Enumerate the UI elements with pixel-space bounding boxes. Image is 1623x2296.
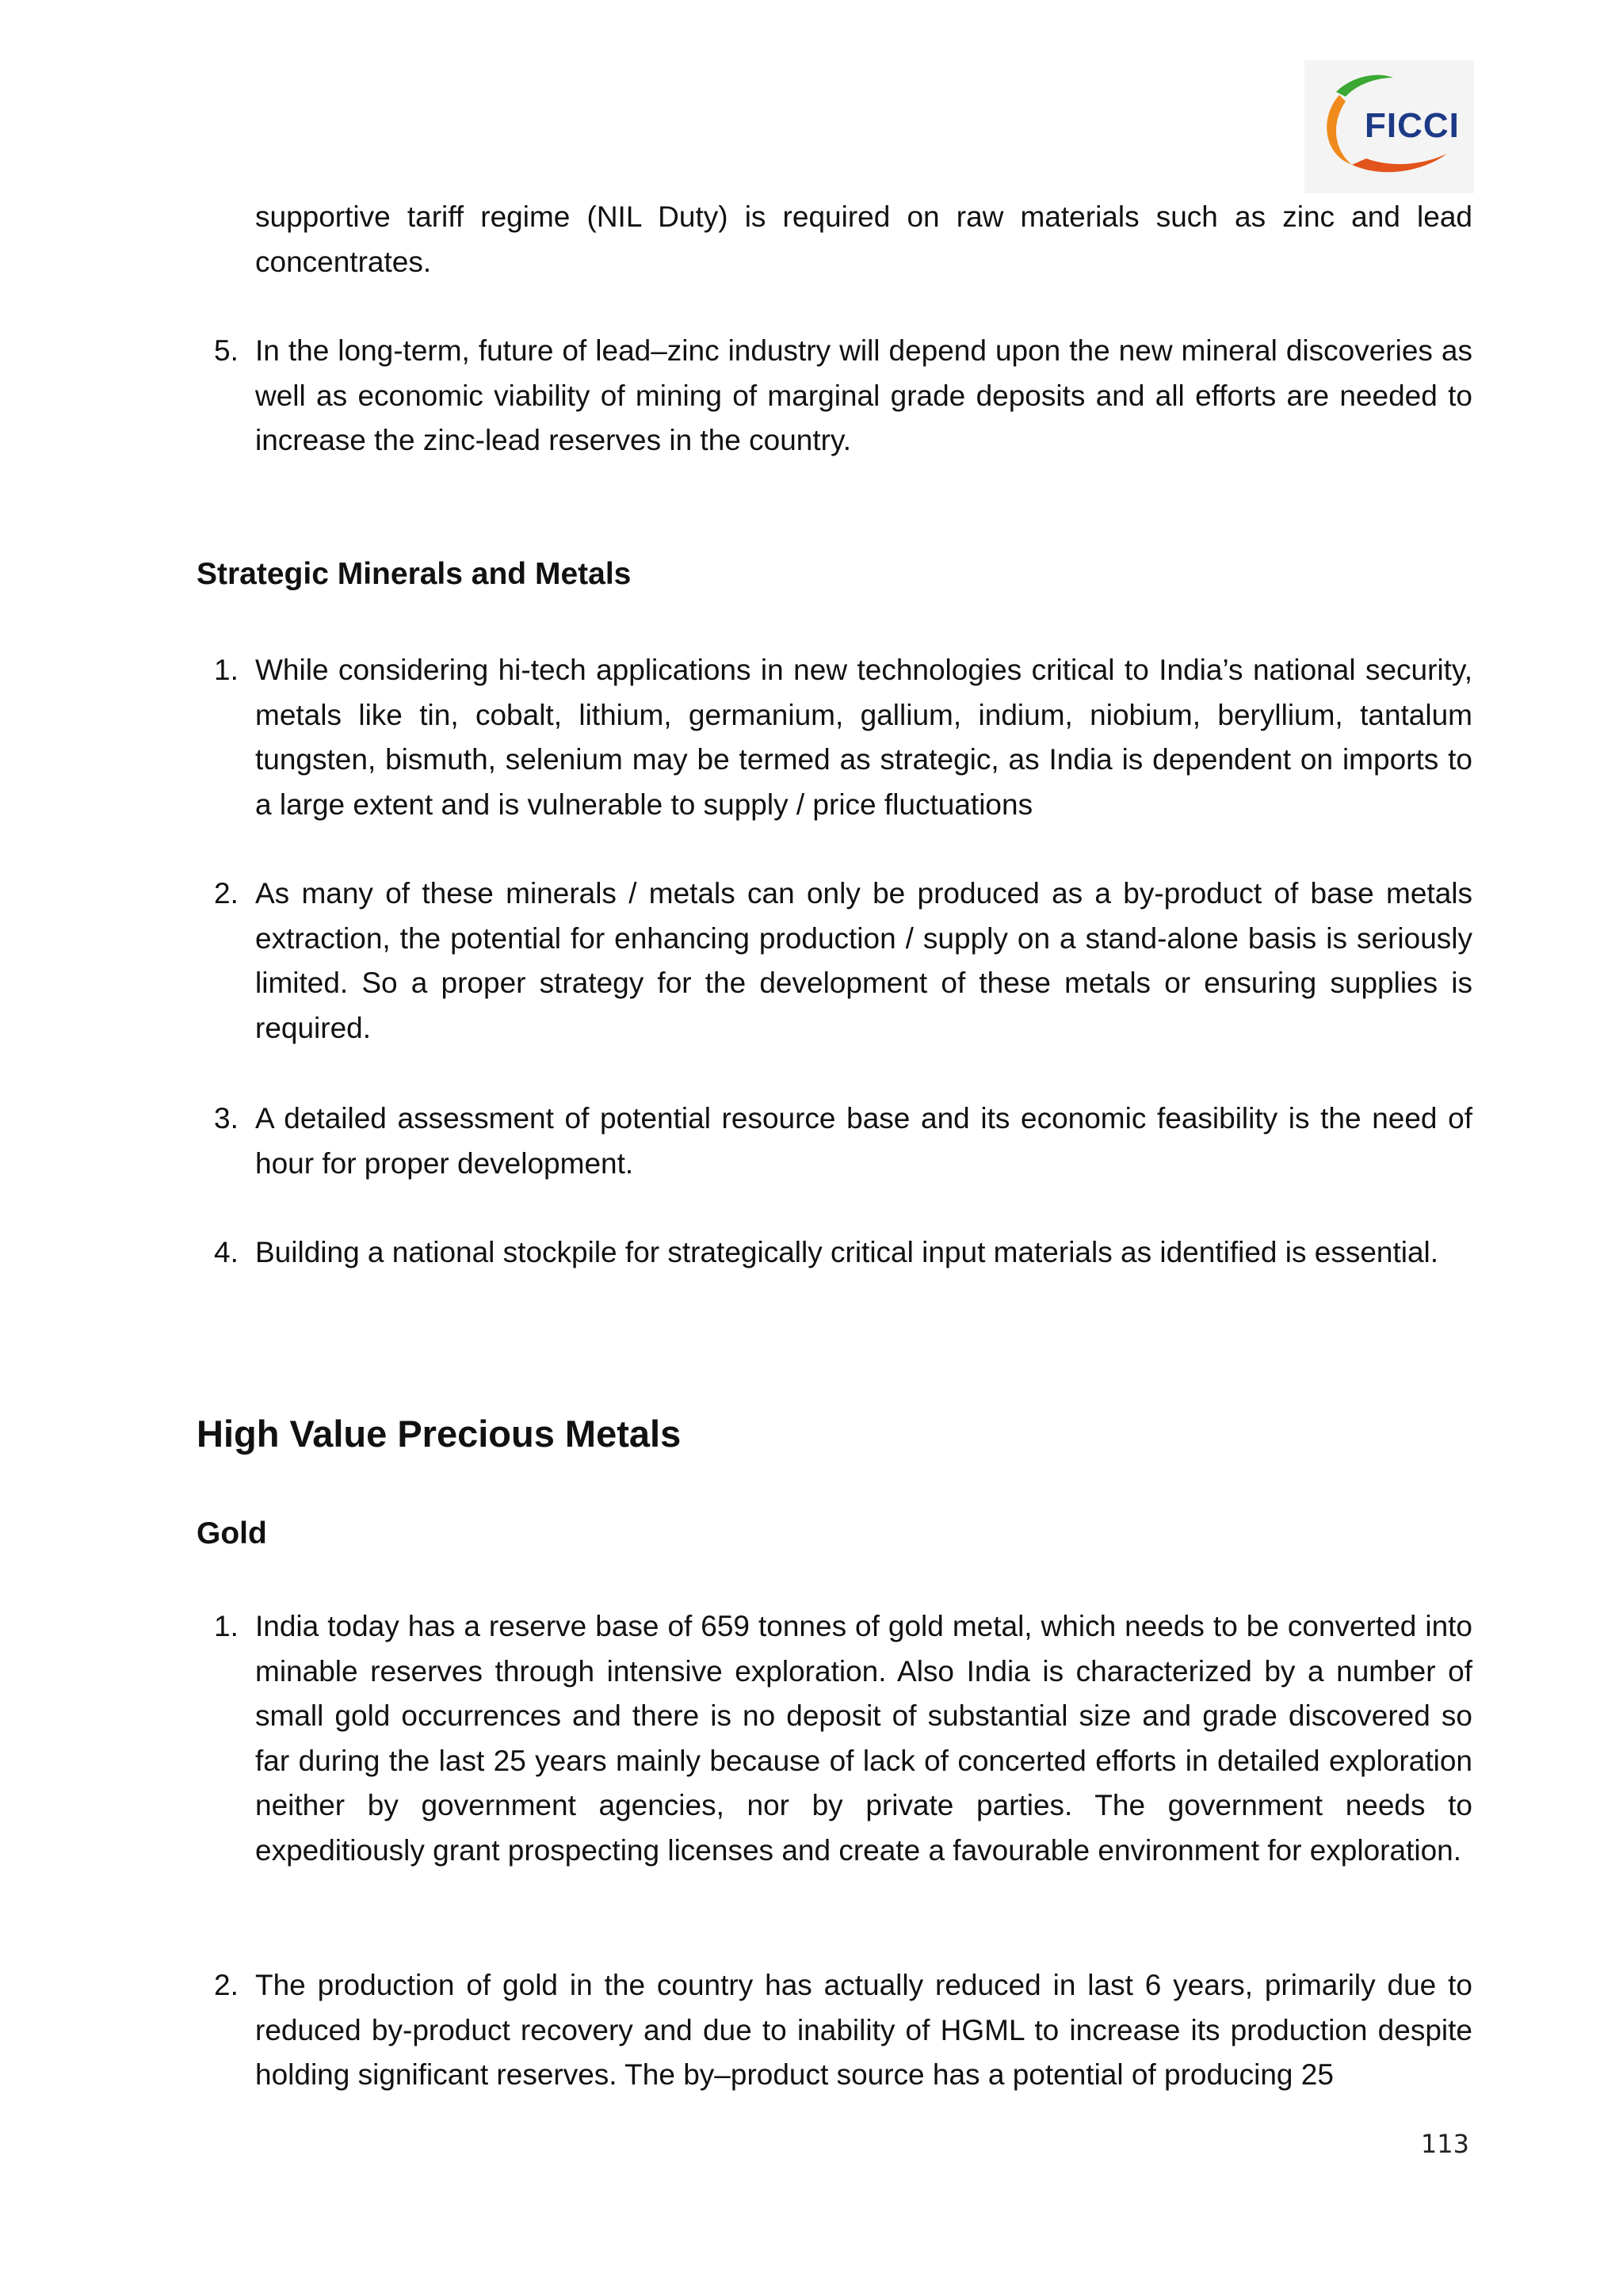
list-number: 3. bbox=[214, 1102, 239, 1135]
section-heading-gold: Gold bbox=[197, 1516, 267, 1550]
section-heading-precious: High Value Precious Metals bbox=[197, 1413, 682, 1455]
list-text: India today has a reserve base of 659 tonnes of gold metal, which needs to be converted into minable reserves through intensive exploration. Also India is characterized by a number of small gold occurrences and there is no deposit of substantial size and grade discovered so far during the last 25 years mainly because of lack of concerted efforts in detailed exploration neither by government agencies, nor by private parties. The government needs to expeditiously grant prospecting licenses and create a favourable environment for exploration. bbox=[255, 1610, 1472, 1867]
ficci-logo bbox=[1304, 60, 1474, 193]
logo-text: FICCI bbox=[1365, 106, 1460, 145]
list-text: A detailed assessment of potential resource base and its economic feasibility is the need of hour for proper development. bbox=[255, 1102, 1472, 1180]
page-number: 113 bbox=[1420, 2129, 1469, 2159]
intro-continuation: supportive tariff regime (NIL Duty) is required on raw materials such as zinc and lead concentrates. bbox=[255, 200, 1472, 278]
list-text: The production of gold in the country has actually reduced in last 6 years, primarily due to reduced by-product recovery and due to inability of HGML to increase its production despite holding significant reserves. The by–product source has a potential of producing 25 bbox=[255, 1969, 1472, 2091]
list-text: Building a national stockpile for strategically critical input materials as identified is essential. bbox=[255, 1236, 1439, 1268]
list-number: 1. bbox=[214, 654, 239, 686]
list-number: 2. bbox=[214, 1969, 239, 2001]
list-text: As many of these minerals / metals can only be produced as a by-product of base metals extraction, the potential for enhancing production / supply on a stand-alone basis is seriously limited. So a proper strategy for the development of these metals or ensuring supplies is required. bbox=[255, 877, 1472, 1044]
list-number: 5. bbox=[214, 334, 239, 367]
section-heading-strategic: Strategic Minerals and Metals bbox=[197, 557, 632, 591]
list-text: While considering hi-tech applications in new technologies critical to India’s national security, metals like tin, cobalt, lithium, germanium, gallium, indium, niobium, beryllium, tantalum tungsten, bismuth, selenium may be termed as strategic, as India is dependent on imports to a large extent and is vulnerable to supply / price fluctuations bbox=[255, 654, 1472, 821]
list-number: 1. bbox=[214, 1610, 239, 1642]
list-number: 2. bbox=[214, 877, 239, 910]
list-text: In the long-term, future of lead–zinc industry will depend upon the new mineral discoveries as well as economic viability of mining of marginal grade deposits and all efforts are needed to increase the zinc-lead reserves in the country. bbox=[255, 334, 1472, 456]
list-number: 4. bbox=[214, 1236, 239, 1268]
